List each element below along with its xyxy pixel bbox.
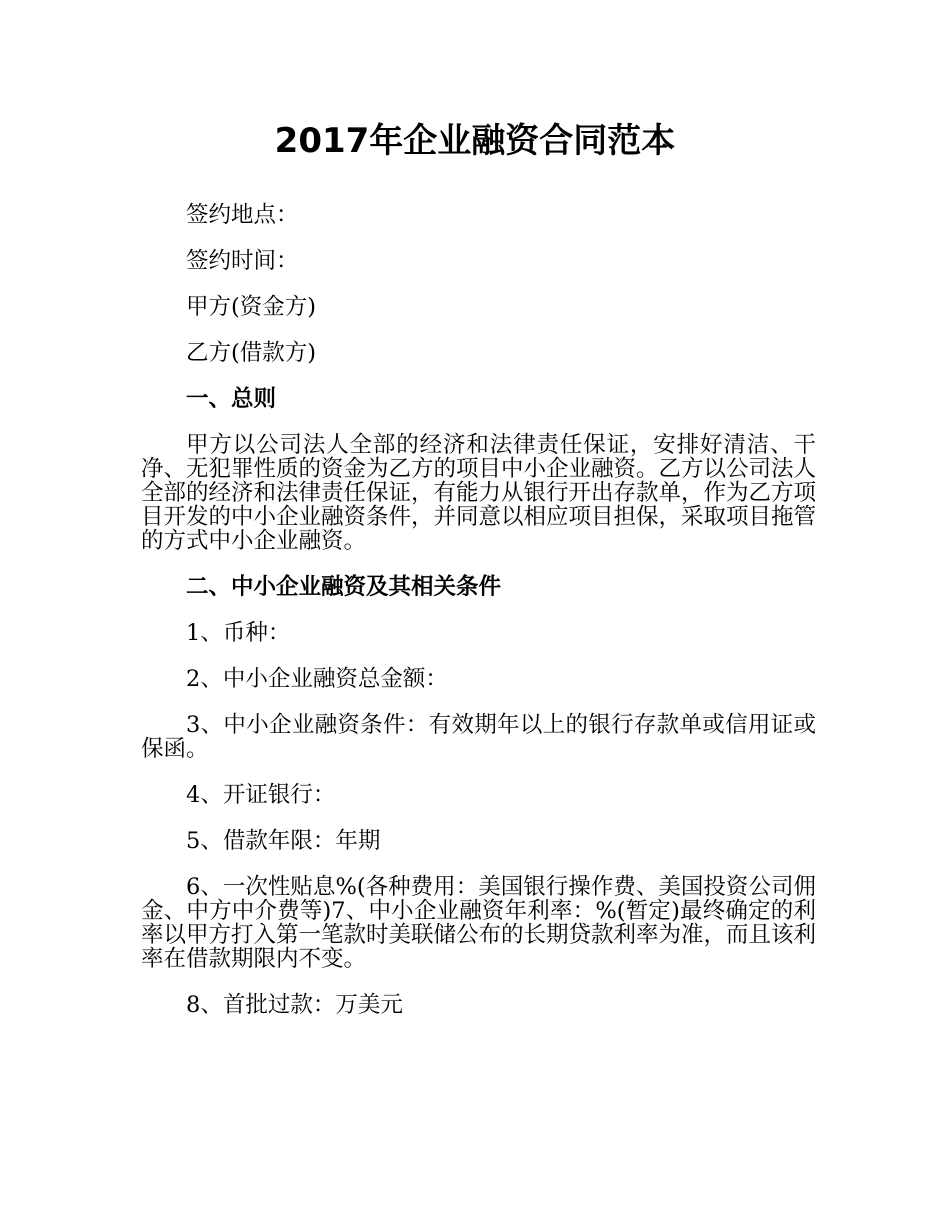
section-heading-financing-conditions: 二、中小企业融资及其相关条件	[186, 574, 502, 600]
list-item-first-transfer: 8、首批过款：万美元	[186, 992, 403, 1018]
list-item-loan-term: 5、借款年限：年期	[186, 828, 381, 854]
paragraph-general-terms: 甲方以公司法人全部的经济和法律责任保证，安排好清洁、干净、无犯罪性质的资金为乙方的项目中小企业融资。乙方以公司法人全部的经济和法律责任保证，有能力从银行开出存款单，作为乙方项目开发的中小企业融资条件，并同意以相应项目担保，采取项目拖管的方式中小企业融资。	[141, 432, 817, 554]
document-body	[141, 203, 816, 1039]
section-heading-general: 一、总则	[186, 386, 277, 412]
list-item-issuing-bank: 4、开证银行：	[186, 782, 336, 808]
document-title: 2017年企业融资合同范本	[274, 121, 676, 161]
list-item-financing-conditions: 3、中小企业融资条件：有效期年以上的银行存款单或信用证或保函。	[141, 712, 816, 762]
paragraph-signing-place: 签约地点：	[186, 202, 299, 228]
list-item-discount-and-rate: 6、一次性贴息%(各种费用：美国银行操作费、美国投资公司佣金、中方中介费等)7、中小企业融资年利率：%(暂定)最终确定的利率以甲方打入第一笔款时美联储公布的长期贷款利率为准，而且该利率在借款期限内不变。	[141, 874, 817, 972]
paragraph-party-b: 乙方(借款方)	[186, 340, 317, 366]
paragraph-party-a: 甲方(资金方)	[186, 294, 317, 320]
paragraph-signing-time: 签约时间：	[186, 248, 299, 274]
list-item-total-amount: 2、中小企业融资总金额：	[186, 666, 448, 692]
list-item-currency: 1、币种：	[186, 620, 291, 646]
